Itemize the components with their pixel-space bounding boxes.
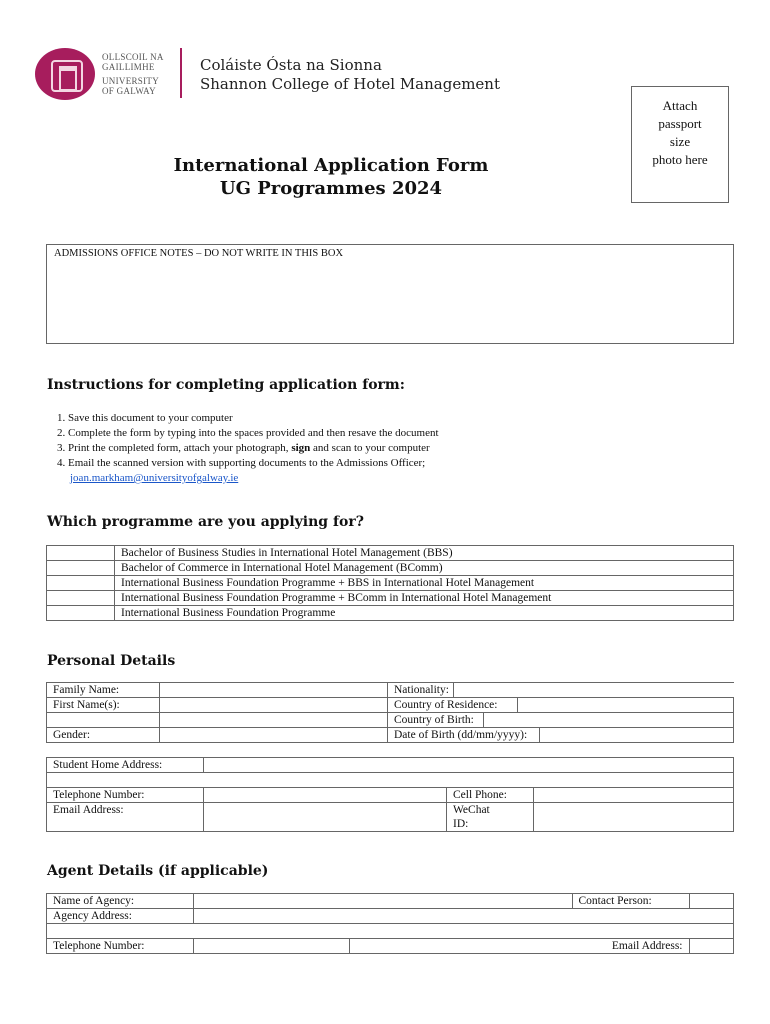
university-wordmark: OLLSCOIL NA GAILLIMHE UNIVERSITY OF GALWAY	[102, 52, 164, 96]
programme-select-box[interactable]	[47, 546, 115, 561]
logo-divider	[180, 48, 182, 98]
programme-heading: Which programme are you applying for?	[47, 514, 364, 530]
instructions-heading: Instructions for completing application form:	[47, 377, 405, 393]
dob-field[interactable]	[539, 728, 700, 742]
table-row: International Business Foundation Programme + BBS in International Hotel Management	[47, 576, 734, 591]
list-item: 1. Save this document to your computer	[57, 412, 233, 424]
form-title: International Application Form UG Programmes 2024	[173, 155, 489, 199]
first-names-field[interactable]	[160, 698, 388, 713]
personal-details-heading: Personal Details	[47, 653, 176, 669]
personal-details-table: Family Name: Nationality: First Name(s): Country of Residence: Country of Birth: Gender: Date of Birth (dd/mm/yyyy):	[46, 682, 734, 743]
telephone-field[interactable]	[204, 788, 447, 803]
gender-field[interactable]	[160, 728, 388, 743]
country-birth-field[interactable]	[483, 713, 720, 727]
university-seal-logo	[35, 48, 95, 100]
list-item: 4. Email the scanned version with supporting documents to the Admissions Officer;	[57, 457, 426, 469]
contact-details-table: Student Home Address: Telephone Number: Cell Phone: Email Address: WeChat ID:	[46, 757, 734, 832]
agency-address-field-line2[interactable]	[47, 924, 734, 939]
college-name-irish: Coláiste Ósta na Sionna	[200, 56, 382, 74]
college-name	[200, 56, 500, 94]
country-residence-field[interactable]	[517, 698, 718, 712]
admissions-email-link[interactable]: joan.markham@universityofgalway.ie	[70, 472, 239, 484]
programme-select-box[interactable]	[47, 591, 115, 606]
agency-address-field[interactable]	[194, 909, 734, 924]
college-name-english: Shannon College of Hotel Management	[200, 75, 500, 93]
agent-details-heading: Agent Details (if applicable)	[47, 863, 269, 879]
cell-phone-field[interactable]	[534, 788, 734, 803]
table-row: Bachelor of Business Studies in International Hotel Management (BBS)	[47, 546, 734, 561]
home-address-field-line2[interactable]	[47, 773, 734, 788]
programme-table	[46, 545, 734, 621]
family-name-field[interactable]	[160, 683, 388, 698]
agency-email-field[interactable]	[689, 939, 734, 954]
programme-select-box[interactable]	[47, 576, 115, 591]
admissions-notes-box	[46, 244, 734, 344]
contact-person-field[interactable]	[689, 894, 734, 909]
instructions-list	[57, 411, 439, 486]
nationality-field[interactable]	[453, 683, 724, 697]
table-row: Bachelor of Commerce in International Hotel Management (BComm)	[47, 561, 734, 576]
programme-select-box[interactable]	[47, 606, 115, 621]
agency-name-field[interactable]	[194, 894, 573, 909]
passport-photo-box[interactable]: Attach passport size photo here	[631, 86, 729, 203]
list-item: 3. Print the completed form, attach your photograph, sign and scan to your computer	[57, 442, 430, 454]
list-item: 2. Complete the form by typing into the spaces provided and then resave the document	[57, 427, 439, 439]
wechat-id-field[interactable]	[534, 803, 734, 832]
table-row: International Business Foundation Programme + BComm in International Hotel Management	[47, 591, 734, 606]
home-address-field[interactable]	[204, 758, 734, 773]
agent-details-table: Name of Agency: Contact Person: Agency Address: Telephone Number: Email Address:	[46, 893, 734, 954]
programme-select-box[interactable]	[47, 561, 115, 576]
notes-box-label: ADMISSIONS OFFICE NOTES – DO NOT WRITE IN THIS BOX	[54, 248, 344, 259]
agency-telephone-field[interactable]	[194, 939, 350, 954]
table-row: International Business Foundation Programme	[47, 606, 734, 621]
email-field[interactable]	[204, 803, 447, 832]
